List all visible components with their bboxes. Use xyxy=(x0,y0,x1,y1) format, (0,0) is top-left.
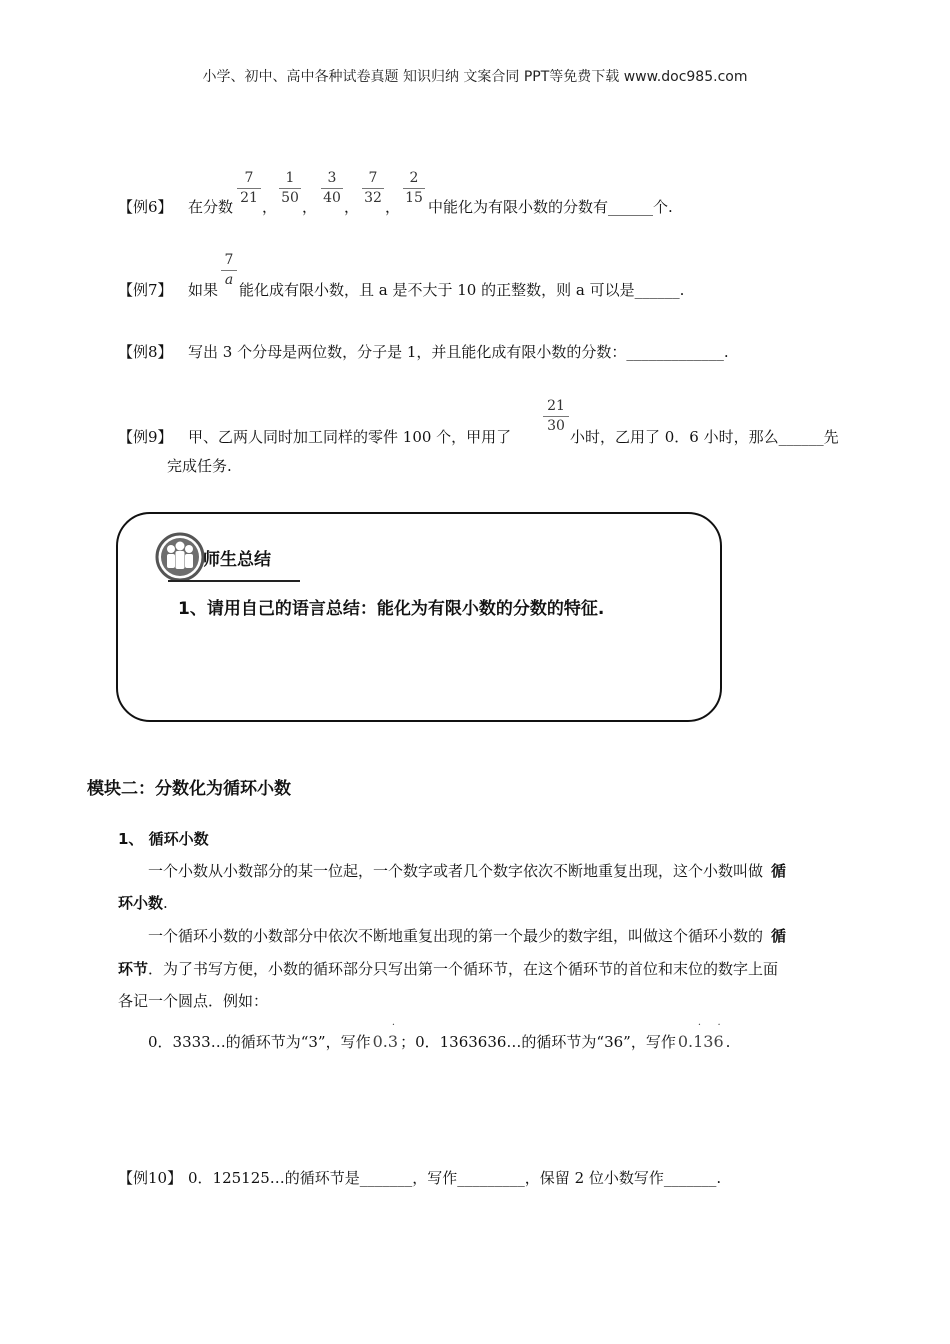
example-9-pre: 甲、乙两人同时加工同样的零件 100 个，甲用了 xyxy=(188,428,512,446)
module-2-title: 模块二：分数化为循环小数 xyxy=(87,779,291,799)
fraction-21-30: 21 30 xyxy=(543,398,569,435)
term-recurring-decimal-cont: 环小数 xyxy=(118,894,164,912)
example-line: 0．3333…的循环节为“3”，写作 0.3 · ；0．1363636…的循环节为“36”，写作 0.136 · · . xyxy=(148,1020,731,1051)
example-a-text: 0．3333…的循环节为“3”，写作 xyxy=(148,1033,371,1051)
page-header: 小学、初中、高中各种试卷真题 知识归纳 文案合同 PPT等免费下载 www.doc985.com xyxy=(202,69,748,85)
paragraph-1-line-2: 环小数. xyxy=(118,894,168,912)
example-b-text: ；0．1363636…的循环节为“36”，写作 xyxy=(400,1033,676,1051)
term-recurring-decimal: 循 xyxy=(771,862,787,880)
summary-title-underline xyxy=(168,580,300,582)
summary-item: 1、请用自己的语言总结：能化为有限小数的分数的特征. xyxy=(178,599,605,619)
comma: ， xyxy=(385,198,401,216)
term-repetend-cont: 环节 xyxy=(118,960,149,978)
paragraph-2-text: 一个循环小数的小数部分中依次不断地重复出现的第一个最少的数字组，叫做这个循环小数的 xyxy=(148,927,764,945)
example-8-label: 【例8】 xyxy=(118,343,173,361)
example-6-post: 中能化为有限小数的分数有______个. xyxy=(428,198,673,216)
fraction-7-21: 7 21 xyxy=(237,170,261,207)
example-9-post: 小时，乙用了 0．6 小时，那么______先 xyxy=(570,428,839,446)
example-6-label: 【例6】 xyxy=(118,198,173,216)
comma: ， xyxy=(262,198,278,216)
example-9-label: 【例9】 xyxy=(118,428,173,446)
teacher-student-icon xyxy=(155,532,205,582)
paragraph-2-line-1 xyxy=(148,925,786,946)
comma: ， xyxy=(302,198,318,216)
example-10-label: 【例10】 xyxy=(118,1169,183,1187)
recurring-0-3: 0.3 · xyxy=(372,1020,399,1051)
fraction-3-40: 3 40 xyxy=(321,170,343,207)
example-7-pre: 如果 xyxy=(188,281,219,299)
summary-title: 师生总结 xyxy=(203,550,271,570)
example-9-line2: 完成任务. xyxy=(167,457,232,475)
example-8-text: 写出 3 个分母是两位数，分子是 1，并且能化成有限小数的分数：_____________. xyxy=(188,343,729,361)
module-2-subheading: 1、 循环小数 xyxy=(118,830,209,848)
example-7-label: 【例7】 xyxy=(118,281,173,299)
comma: ， xyxy=(344,198,360,216)
fraction-7-32: 7 32 xyxy=(362,170,384,207)
example-7-post: 能化成有限小数，且 a 是不大于 10 的正整数，则 a 可以是______. xyxy=(239,281,685,299)
example-6-pre: 在分数 xyxy=(188,198,234,216)
paragraph-1-text: 一个小数从小数部分的某一位起，一个数字或者几个数字依次不断地重复出现，这个小数叫做 xyxy=(148,862,764,880)
paragraph-2-line-3: 各记一个圆点．例如： xyxy=(118,992,269,1010)
paragraph-1-line-1 xyxy=(148,860,786,881)
recurring-0-136: 0.136 · · xyxy=(677,1020,724,1051)
example-10-text: 0．125125…的循环节是_______，写作_________，保留 2 位小数写作_______. xyxy=(188,1169,722,1187)
fraction-7-a: 7 a xyxy=(221,252,237,289)
fraction-1-50: 1 50 xyxy=(279,170,301,207)
term-repetend: 循 xyxy=(771,927,787,945)
fraction-2-15: 2 15 xyxy=(403,170,425,207)
paragraph-2-line-2: 环节．为了书写方便，小数的循环部分只写出第一个循环节，在这个循环节的首位和末位的数字上面 xyxy=(118,960,779,978)
